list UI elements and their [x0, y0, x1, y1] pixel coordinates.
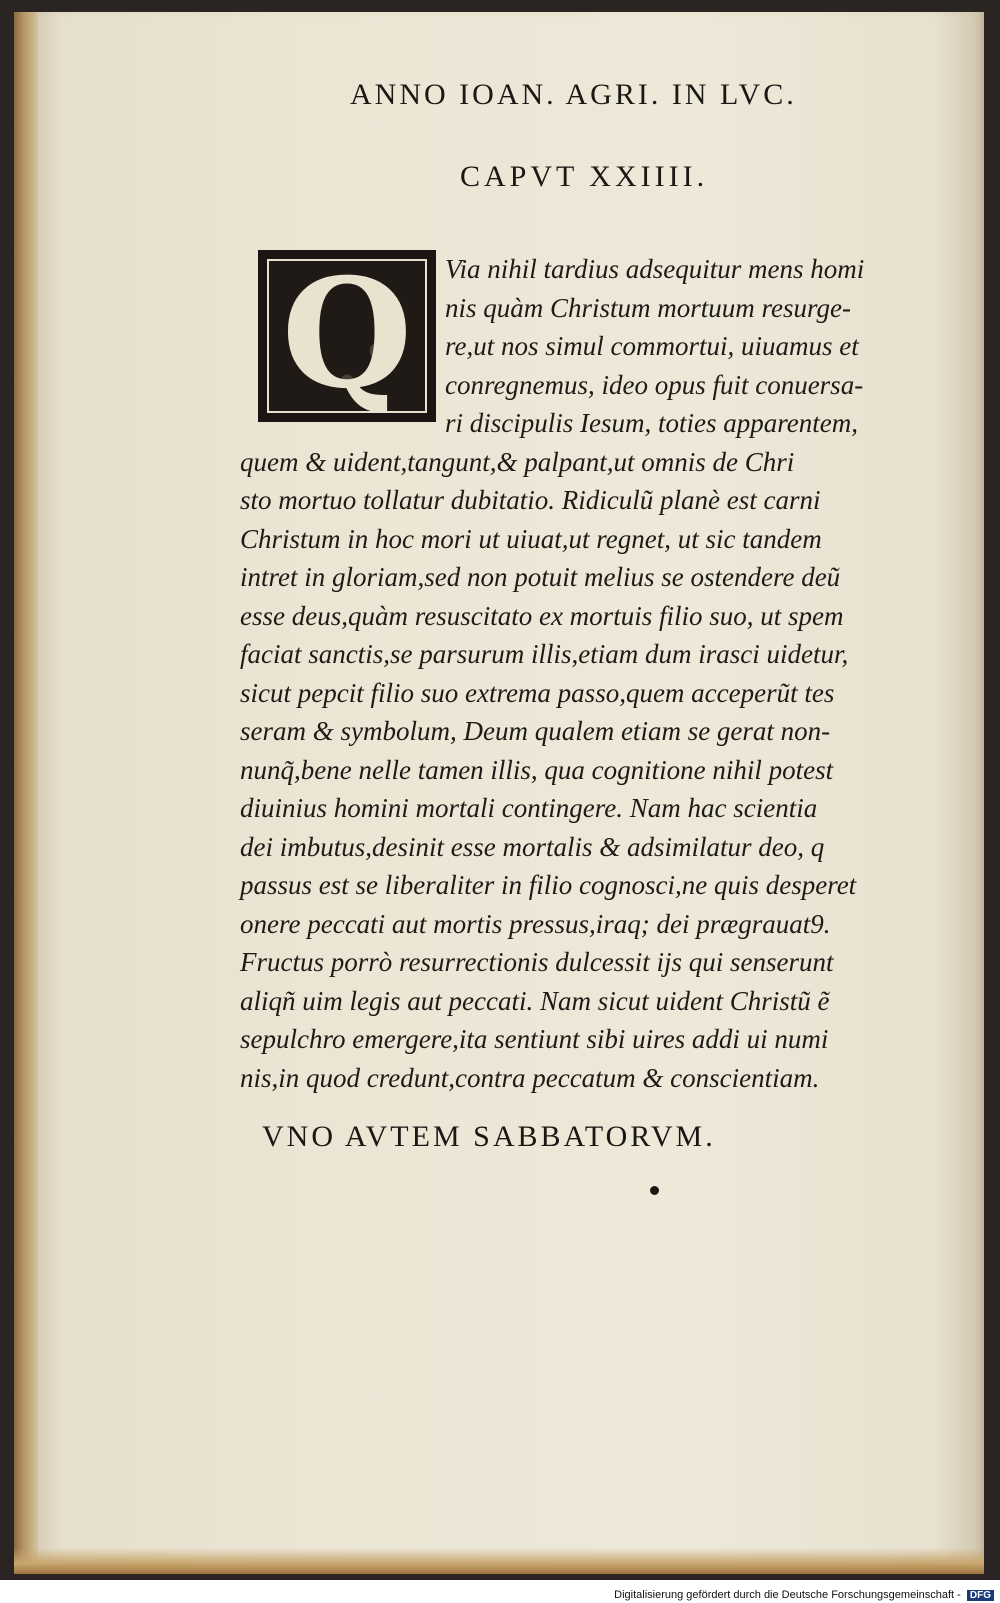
page-bottom-edge: [14, 1548, 984, 1574]
printer-dot: [650, 1186, 659, 1195]
text-line: intret in gloriam,sed non potuit melius se ostendere deũ: [240, 562, 841, 592]
text-line: nis,in quod credunt,contra peccatum & conscientiam.: [240, 1062, 820, 1093]
text-line: quem & uident,tangunt,& palpant,ut omnis de Chri: [240, 446, 795, 477]
dfg-logo: DFG: [967, 1590, 994, 1601]
text-line: ri discipulis Iesum, toties apparentem,: [445, 408, 858, 438]
text-line: conregnemus, ideo opus fuit conuersa-: [445, 369, 864, 400]
text-line: nis quàm Christum mortuum resurge-: [445, 292, 852, 323]
text-line: sicut pepcit filio suo extrema passo,quem acceperũt tes: [240, 677, 835, 708]
text-line: passus est se liberaliter in filio cognosci,ne quis desperet: [240, 870, 857, 900]
text-line: Via nihil tardius adsequitur mens homi: [445, 254, 865, 284]
chapter-heading: CAPVT XXIIII.: [460, 160, 709, 193]
text-line: onere peccati aut mortis pressus,iraq; dei prægrauat9.: [240, 908, 831, 939]
text-line: Christum in hoc mori ut uiuat,ut regnet, ut sic tandem: [240, 523, 822, 554]
footer-text: Digitalisierung gefördert durch die Deutsche Forschungsgemeinschaft -: [614, 1589, 961, 1601]
text-line: diuinius homini mortali contingere. Nam hac scientia: [240, 793, 818, 823]
text-line: nunq̃,bene nelle tamen illis, qua cognitione nihil potest: [240, 754, 834, 785]
text-line: faciat sanctis,se parsurum illis,etiam dum irasci uidetur,: [240, 639, 849, 669]
text-line: seram & symbolum, Deum qualem etiam se gerat non-: [240, 716, 831, 746]
body-text: [240, 246, 910, 1097]
text-line: sto mortuo tollatur dubitatio. Ridiculũ planè est carni: [240, 485, 821, 515]
text-line: re,ut nos simul commortui, uiuamus et: [445, 331, 859, 361]
digitization-footer: [614, 1589, 994, 1601]
initial-letter: Q: [281, 246, 413, 422]
section-tail-heading: VNO AVTEM SABBATORVM.: [262, 1120, 716, 1153]
running-header: ANNO IOAN. AGRI. IN LVC.: [350, 78, 797, 111]
text-line: Fructus porrò resurrectionis dulcessit ijs qui senserunt: [240, 947, 834, 977]
text-line: dei imbutus,desinit esse mortalis & adsimilatur deo, q: [240, 831, 825, 862]
text-line: sepulchro emergere,ita sentiunt sibi uires addi ui numi: [240, 1024, 829, 1054]
text-line: aliqñ uim legis aut peccati. Nam sicut uident Christũ ẽ: [240, 985, 830, 1016]
page-edge: [14, 12, 38, 1574]
text-line: esse deus,quàm resuscitato ex mortuis filio suo, ut spem: [240, 600, 844, 631]
